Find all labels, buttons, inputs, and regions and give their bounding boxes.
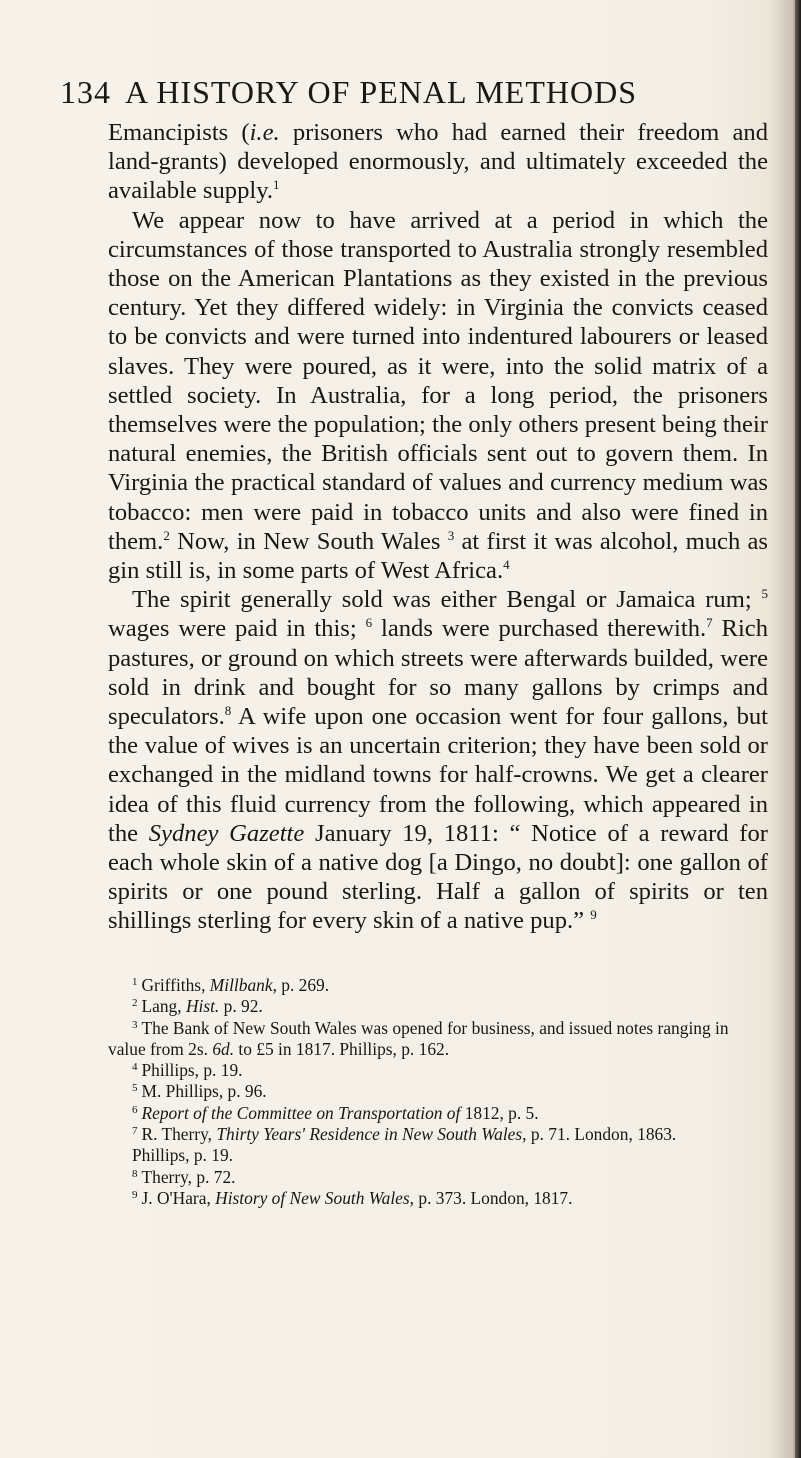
footnote-number: 7 (132, 1125, 138, 1138)
footnote (108, 1060, 768, 1081)
paragraph (108, 206, 768, 586)
footnote-number: 1 (132, 976, 138, 988)
text-run: 1812, p. 5. (460, 1102, 539, 1123)
footnote-number: 6 (132, 1103, 138, 1116)
footnote-reference: 6 (365, 615, 373, 631)
footnote-reference: 9 (590, 907, 597, 923)
footnote-reference: 5 (761, 586, 768, 602)
footnote (108, 996, 768, 1017)
footnote-number: 9 (132, 1188, 138, 1201)
text-run: , p. 269. (272, 975, 330, 995)
footnote (108, 1188, 768, 1209)
body-text (108, 118, 768, 936)
italic-text: History of New South Wales (215, 1187, 410, 1208)
italic-text: 6d. (212, 1038, 235, 1059)
text-run: M. Phillips, p. 96. (141, 1081, 267, 1102)
text-run: Now, in New South Wales (169, 527, 448, 555)
text-run: The spirit generally sold was either Bengal or Jamaica rum; (132, 586, 762, 614)
italic-text: Thirty Years' Residence in New South Wales (216, 1124, 523, 1145)
footnote-number: 3 (132, 1018, 138, 1031)
footnote-reference: 4 (503, 557, 510, 573)
italic-text: Hist. (185, 996, 220, 1017)
text-run: p. 92. (219, 996, 263, 1017)
text-run: The Bank of New South Wales was opened for business, and issued notes ranging in value from 2s. (108, 1017, 729, 1059)
text-run: Phillips, p. 19. (141, 1060, 243, 1081)
text-run: to £5 in 1817. Phillips, p. 162. (234, 1038, 450, 1059)
footnote-reference: 8 (224, 703, 232, 719)
footnote-reference: 1 (273, 177, 280, 193)
text-run: January 19, 1811: “ Notice of a reward for each whole skin of a native dog [a Dingo, no doubt]: one gallon of spirits or one pound sterling. Half a gallon of spirits or ten shillings sterling for every skin of a native pup.” (108, 819, 768, 935)
footnote (108, 1103, 768, 1124)
footnote (108, 1167, 768, 1188)
footnote-number: 8 (132, 1167, 138, 1180)
footnote-number: 4 (132, 1061, 138, 1074)
footnote-reference: 7 (706, 615, 713, 631)
text-run: lands were purchased therewith. (372, 615, 707, 643)
text-run: A wife upon one occasion went for four gallons, but the value of wives is an uncertain criterion; they have been sold or exchanged in the midland towns for half-crowns. We get a clearer idea of this fluid currency from the following, which appeared in the (108, 703, 768, 847)
paragraph (108, 585, 768, 935)
running-title: A HISTORY OF PENAL METHODS (125, 74, 637, 110)
italic-text: i.e. (249, 119, 280, 146)
text-run: Lang, (141, 996, 186, 1017)
footnote (108, 1145, 768, 1166)
footnote (108, 1124, 768, 1145)
footnote-number: 5 (132, 1082, 138, 1095)
text-run: , p. 373. London, 1817. (409, 1187, 573, 1208)
text-run: Griffiths, (141, 975, 210, 995)
italic-text: Report of the Committee on Transportation of (141, 1102, 461, 1123)
text-run: wages were paid in this; (108, 615, 366, 643)
paragraph (108, 118, 768, 206)
text-run: prisoners who had earned their freedom and land-grants) developed enormously, and ultimately exceeded the available supply. (108, 119, 768, 205)
footnote (108, 1081, 768, 1102)
text-run: Phillips, p. 19. (132, 1145, 233, 1166)
text-run: Emancipists ( (108, 119, 250, 146)
running-header (60, 74, 780, 111)
page-number: 134 (60, 74, 111, 110)
text-run: at first it was alcohol, much as gin still is, in some parts of West Africa. (108, 527, 768, 585)
italic-text: Millbank (209, 975, 273, 995)
page-edge-shadow (795, 0, 801, 1458)
text-run: Therry, p. 72. (141, 1166, 236, 1187)
footnote-reference: 3 (447, 527, 455, 543)
text-run: Rich pastures, or ground on which streets were afterwards builded, were sold in drink and bought for so many gallons by crimps and speculators. (108, 615, 768, 731)
italic-text: Sydney Gazette (148, 819, 305, 847)
text-run: R. Therry, (141, 1124, 217, 1145)
text-run: We appear now to have arrived at a period in which the circumstances of those transported to Australia strongly resembled those on the American Plantations as they existed in the previous century. Yet they differed widely: in Virginia the convicts ceased to be convicts and were turned into indentured labourers or leased slaves. They were poured, as it were, into the solid matrix of a settled society. In Australia, for a long period, the prisoners themselves were the population; the only others present being their natural enemies, the British officials sent out to govern them. In Virginia the practical standard of values and currency medium was tobacco: men were paid in tobacco units and also were fined in them. (108, 206, 768, 555)
text-run: J. O'Hara, (141, 1187, 216, 1208)
footnotes (108, 975, 768, 1209)
footnote (108, 1018, 768, 1061)
footnote-reference: 2 (163, 527, 170, 543)
footnote (108, 975, 768, 996)
footnote-number: 2 (132, 997, 138, 1010)
text-run: , p. 71. London, 1863. (522, 1124, 677, 1145)
